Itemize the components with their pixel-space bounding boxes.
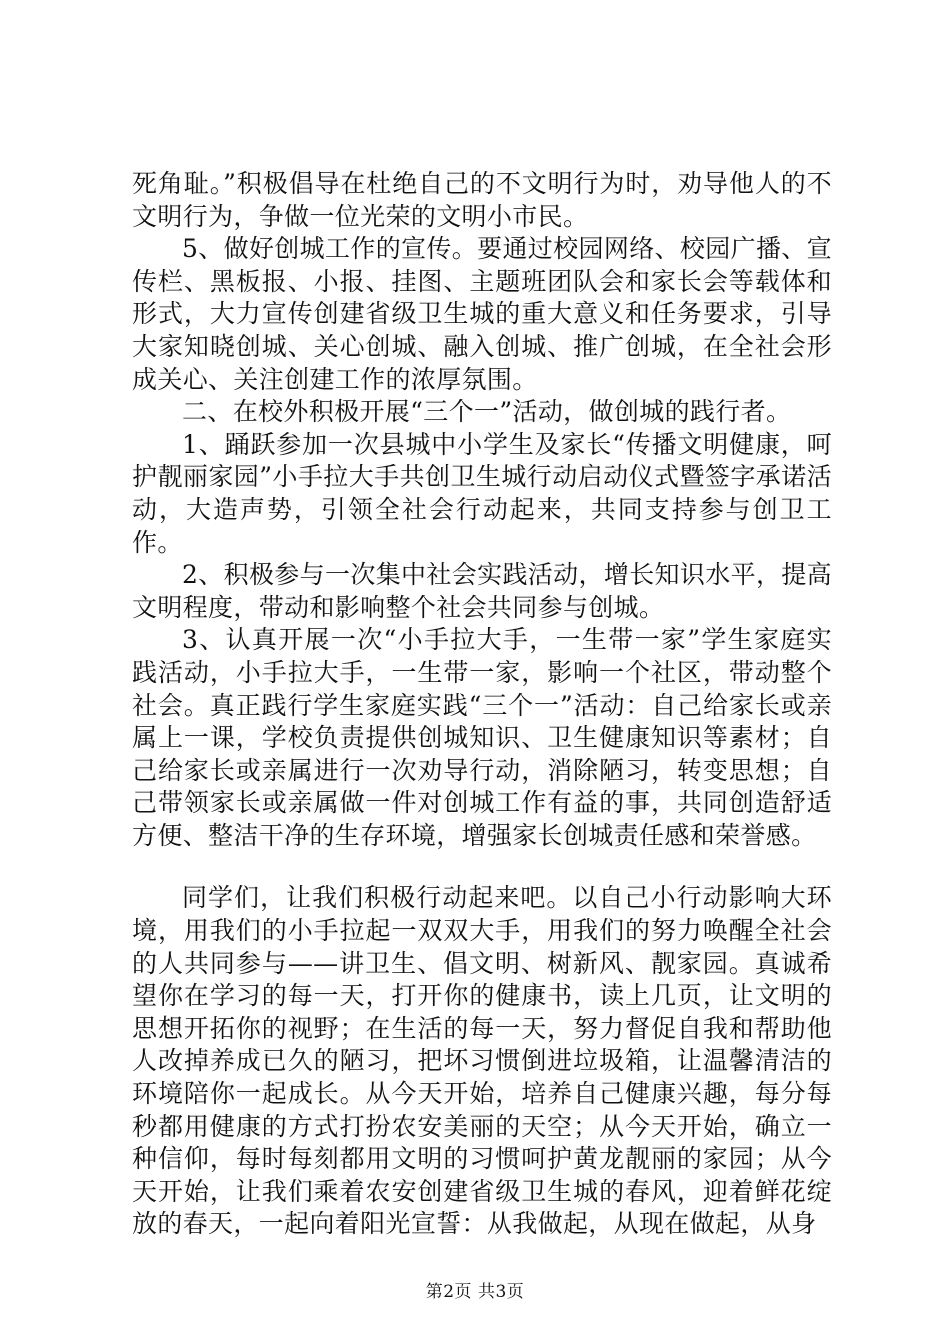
- paragraph-item-1-ceremony: 1、踊跃参加一次县城中小学生及家长“传播文明健康，呵护靓丽家园”小手拉大手共创卫生城行动启动仪式暨签字承诺活动，大造声势，引领全社会行动起来，共同支持参与创卫工作。: [132, 429, 832, 557]
- page-number-footer: 第2页 共3页: [425, 1282, 525, 1302]
- paragraph-gap: [132, 852, 832, 882]
- paragraph-item-3-family: 3、认真开展一次“小手拉大手，一生带一家”学生家庭实践活动，小手拉大手，一生带一家，影响一个社区，带动整个社会。真正践行学生家庭实践“三个一”活动：自己给家长或亲属上一课，学校负责提供创城知识、卫生健康知识等素材；自己给家长或亲属进行一次劝导行动，消除陋习，转变思想；自己带领家长或亲属做一件对创城工作有益的事，共同创造舒适方便、整洁干净的生存环境，增强家长创城责任感和荣誉感。: [132, 625, 832, 850]
- paragraph-call-to-action: 同学们，让我们积极行动起来吧。以自己小行动影响大环境，用我们的小手拉起一双双大手，用我们的努力唤醒全社会的人共同参与——讲卫生、倡文明、树新风、靓家园。真诚希望你在学习的每一天，打开你的健康书，读上几页，让文明的思想开拓你的视野；在生活的每一天，努力督促自我和帮助他人改掉养成已久的陋习，把坏习惯倒进垃圾箱，让温馨清洁的环境陪你一起成长。从今天开始，培养自己健康兴趣，每分每秒都用健康的方式打扮农安美丽的天空；从今天开始，确立一种信仰，每时每刻都用文明的习惯呵护黄龙靓丽的家园；从今天开始，让我们乘着农安创建省级卫生城的春风，迎着鲜花绽放的春天，一起向着阳光宣誓：从我做起，从现在做起，从身: [132, 883, 832, 1239]
- document-body: [132, 168, 832, 1241]
- paragraph-item-5-publicity: 5、做好创城工作的宣传。要通过校园网络、校园广播、宣传栏、黑板报、小报、挂图、主题班团队会和家长会等载体和形式，大力宣传创建省级卫生城的重大意义和任务要求，引导大家知晓创城、关心创城、融入创城、推广创城，在全社会形成关心、关注创建工作的浓厚氛围。: [132, 234, 833, 394]
- section-heading-two: 二、在校外积极开展“三个一”活动，做创城的践行者。: [182, 397, 792, 427]
- paragraph-continuation: 死角耻。”积极倡导在杜绝自己的不文明行为时，劝导他人的不文明行为，争做一位光荣的文明小市民。: [132, 169, 832, 231]
- paragraph-item-2-practice: 2、积极参与一次集中社会实践活动，增长知识水平，提高文明程度，带动和影响整个社会共同参与创城。: [132, 560, 833, 622]
